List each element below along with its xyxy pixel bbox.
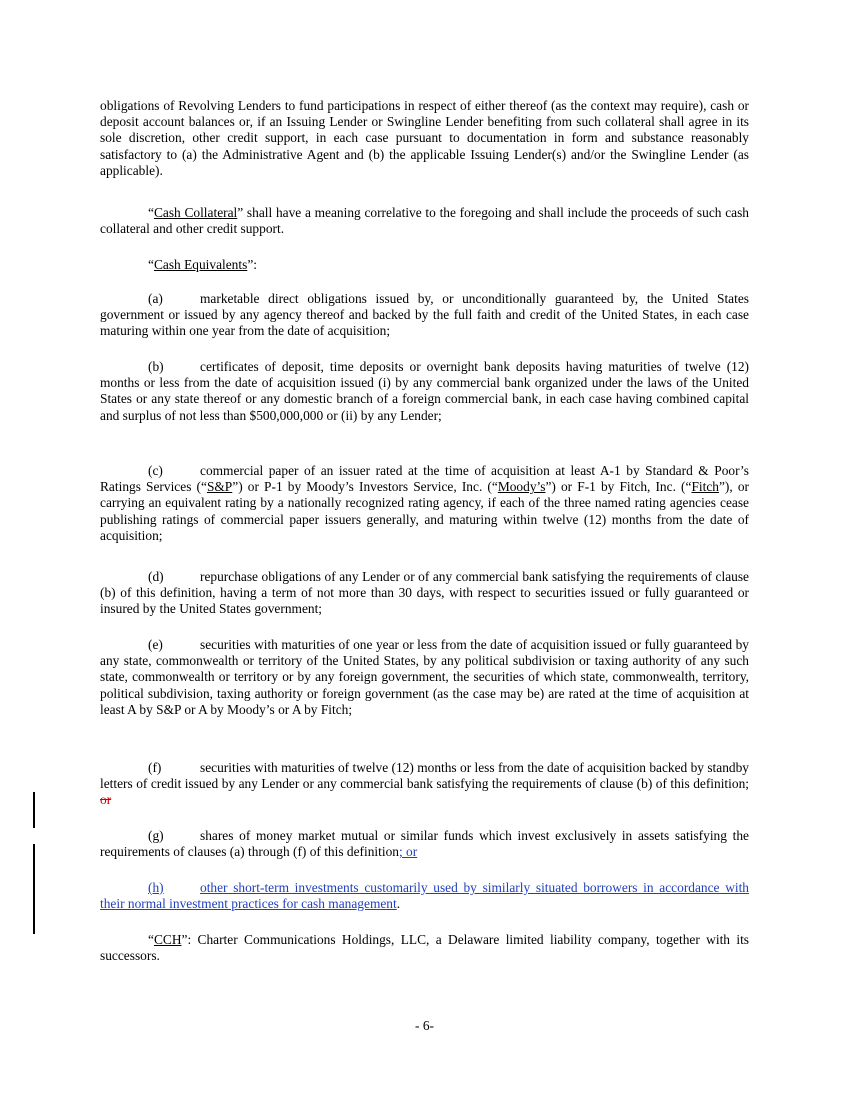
clause-c-text-1: commercial paper of an issuer rated at the time of acquisition at least A-1 by Standard & Poor’s Ratings Services (“ bbox=[100, 463, 749, 495]
defined-term-cash-collateral: Cash Collateral bbox=[153, 205, 238, 220]
open-quote: “ bbox=[148, 932, 154, 947]
defined-term-sp: S&P bbox=[206, 479, 233, 495]
clause-e-label: (e) bbox=[148, 637, 163, 652]
clause-h bbox=[100, 880, 749, 912]
open-quote: “ bbox=[148, 205, 154, 220]
clause-c-text-2: ”) or P-1 by Moody’s Investors Service, Inc. (“ bbox=[232, 479, 498, 495]
defined-term-fitch: Fitch bbox=[691, 479, 719, 495]
clause-b bbox=[100, 359, 749, 424]
defined-term-cash-equivalents: Cash Equivalents bbox=[153, 257, 248, 272]
clause-g-label: (g) bbox=[148, 828, 164, 843]
change-bar bbox=[33, 792, 35, 828]
clause-h-label: (h) bbox=[148, 880, 164, 895]
clause-e bbox=[100, 637, 749, 718]
clause-c-text-4: ”), or carrying an equivalent rating by a nationally recognized rating agency, if each of the three named rating agencies cease publishing ratings of commercial paper issuers generally, and maturing within twelve (12) months from the date of acquisition; bbox=[100, 479, 750, 543]
clause-f-label: (f) bbox=[148, 760, 162, 775]
open-quote: “ bbox=[148, 257, 154, 272]
clause-d bbox=[100, 569, 749, 618]
clause-b-text: certificates of deposit, time deposits or overnight bank deposits having maturities of twelve (12) months or less from the date of acquisition issued (i) by any commercial bank organized under the laws of the United States or any state thereof or any domestic branch of a foreign commercial bank, in each case having combined capital and surplus of not less than $500,000,000 or (ii) by any Lender; bbox=[100, 359, 749, 423]
clause-a-label: (a) bbox=[148, 291, 163, 306]
page-number: - 6- bbox=[415, 1018, 434, 1033]
intro-text: obligations of Revolving Lenders to fund participations in respect of either thereof (as the context may require), cash or deposit account balances or, if an Issuing Lender or Swingline Lender benefiting from such collateral shall agree in its sole discretion, other credit support, in each case pursuant to documentation in form and substance reasonably satisfactory to (a) the Administrative Agent and (b) the applicable Issuing Lender(s) and/or the Swingline Lender (as applicable). bbox=[100, 98, 749, 178]
clause-c bbox=[100, 463, 749, 544]
clause-c-label: (c) bbox=[148, 463, 163, 478]
change-bar bbox=[33, 844, 35, 934]
close-quote: ”: bbox=[247, 257, 257, 272]
cash-collateral-text: ” shall have a meaning correlative to the foregoing and shall include the proceeds of such cash collateral and other credit support. bbox=[100, 205, 749, 237]
clause-f-text: securities with maturities of twelve (12) months or less from the date of acquisition backed by standby letters of credit issued by any Lender or any commercial bank satisfying the requirements of clause (b) of this definition; bbox=[100, 760, 749, 792]
defined-term-moodys: Moody’s bbox=[497, 479, 546, 495]
deleted-text-or: or bbox=[100, 792, 112, 808]
clause-h-end: . bbox=[396, 896, 401, 912]
cch-text: ”: Charter Communications Holdings, LLC, a Delaware limited liability company, together with its successors. bbox=[100, 932, 749, 964]
clause-e-text: securities with maturities of one year or less from the date of acquisition issued or fully guaranteed by any state, commonwealth or territory of the United States, by any political subdivision or taxing authority of any such state, commonwealth or territory or by any foreign government, the securities of which state, commonwealth, territory, political subdivision, taxing authority or foreign government (as the case may be) are rated at the time of acquisition at least A by S&P or A by Moody’s or A by Fitch; bbox=[100, 637, 749, 717]
cash-equivalents-heading bbox=[100, 257, 749, 273]
clause-c-text-3: ”) or F-1 by Fitch, Inc. (“ bbox=[545, 479, 692, 495]
cash-collateral-definition bbox=[100, 205, 749, 237]
clause-a-text: marketable direct obligations issued by, or unconditionally guaranteed by, the United States government or issued by any agency thereof and backed by the full faith and credit of the United States, in each case maturing within one year from the date of acquisition; bbox=[100, 291, 749, 339]
cch-definition bbox=[100, 932, 749, 964]
clause-h-inserted-text: other short-term investments customarily used by similarly situated borrowers in accordance with their normal investment practices for cash management bbox=[100, 880, 749, 912]
clause-g bbox=[100, 828, 749, 860]
inserted-text-or: ; or bbox=[398, 844, 418, 860]
clause-d-text: repurchase obligations of any Lender or of any commercial bank satisfying the requirements of clause (b) of this definition, having a term of not more than 30 days, with respect to securities issued or fully guaranteed or insured by the United States government; bbox=[100, 569, 749, 617]
clause-a bbox=[100, 291, 749, 340]
defined-term-cch: CCH bbox=[153, 932, 182, 947]
intro-paragraph bbox=[100, 98, 749, 179]
clause-g-text: shares of money market mutual or similar funds which invest exclusively in assets satisfying the requirements of clauses (a) through (f) of this definition bbox=[100, 828, 749, 860]
clause-d-label: (d) bbox=[148, 569, 164, 584]
clause-b-label: (b) bbox=[148, 359, 164, 374]
clause-f bbox=[100, 760, 749, 809]
